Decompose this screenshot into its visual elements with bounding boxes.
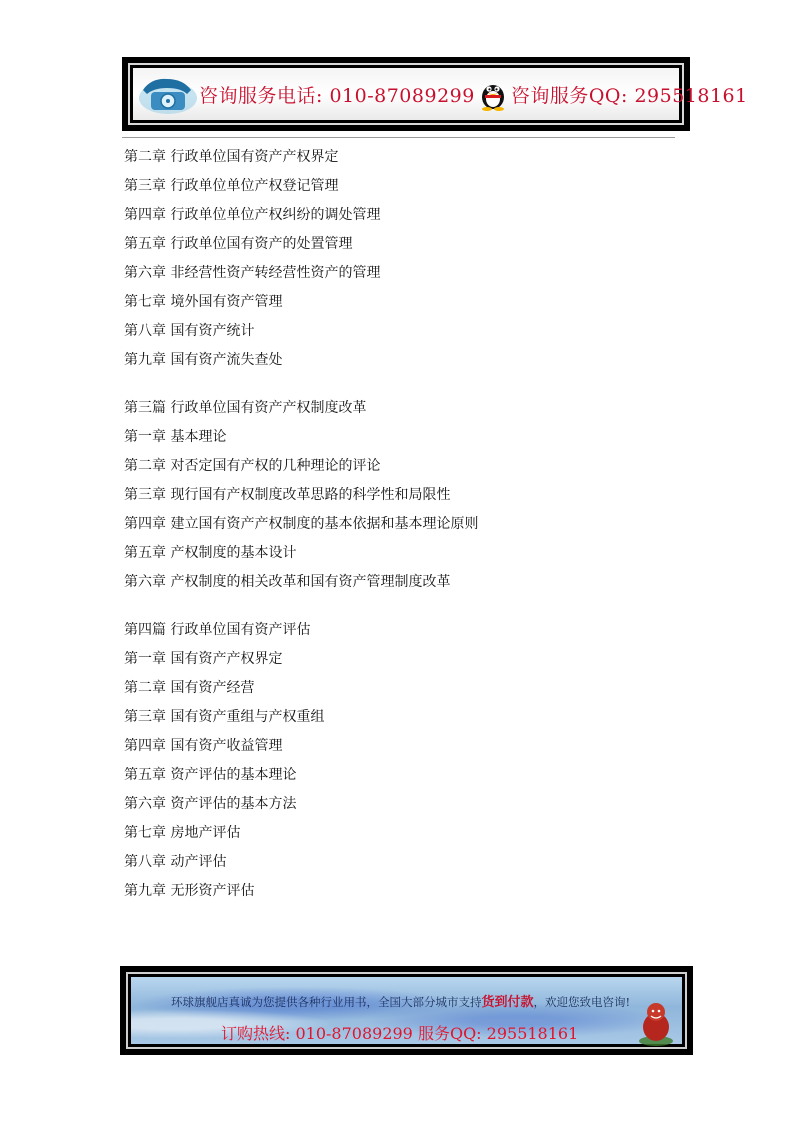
toc-entry: 第五章 资产评估的基本理论: [124, 767, 297, 783]
toc-entry: 第七章 房地产评估: [124, 825, 241, 841]
toc-entry: 第五章 行政单位国有资产的处置管理: [124, 236, 353, 252]
toc-entry: 第三篇 行政单位国有资产产权制度改革: [124, 400, 367, 416]
toc-entry: 第五章 产权制度的基本设计: [124, 545, 297, 561]
footer-frame: [126, 972, 687, 1049]
toc-entry: 第七章 境外国有资产管理: [124, 294, 283, 310]
toc-entry: 第九章 国有资产流失查处: [124, 352, 283, 368]
toc-entry: 第四章 建立国有资产产权制度的基本依据和基本理论原则: [124, 516, 479, 532]
cash-on-delivery-highlight: 货到付款: [481, 995, 534, 1010]
order-hotline: 订购热线: 010-87089299 服务QQ: 295518161: [221, 1024, 579, 1043]
header-strip: [133, 68, 748, 120]
footer-strip: [131, 977, 682, 1044]
header-frame: [128, 63, 748, 125]
contact-qq: 咨询服务QQ: 295518161: [510, 84, 748, 107]
header-banner: [122, 57, 748, 131]
toc-entry: 第九章 无形资产评估: [124, 883, 255, 899]
toc-entry: 第二章 行政单位国有资产产权界定: [124, 149, 339, 165]
toc-entry: 第八章 国有资产统计: [124, 323, 255, 339]
toc-entry: 第一章 国有资产产权界定: [124, 651, 283, 667]
footer-banner: [120, 966, 693, 1055]
header-divider: [122, 137, 675, 138]
toc-entry: 第六章 资产评估的基本方法: [124, 796, 297, 812]
contact-phone: 咨询服务电话: 010-87089299: [199, 84, 475, 107]
qq-penguin-icon: [478, 77, 508, 111]
toc-entry: 第二章 国有资产经营: [124, 680, 255, 696]
toc-entry: 第三章 国有资产重组与产权重组: [124, 709, 325, 725]
toc-entry: 第六章 非经营性资产转经营性资产的管理: [124, 265, 381, 281]
footer-promo-text: [171, 991, 630, 1010]
mascot-figure-icon: [636, 999, 676, 1047]
toc-entry: 第八章 动产评估: [124, 854, 227, 870]
footer-promo-suffix: ，欢迎您致电咨询!: [533, 995, 631, 1009]
toc-entry: 第一章 基本理论: [124, 429, 227, 445]
toc-entry: 第三章 行政单位单位产权登记管理: [124, 178, 339, 194]
toc-entry: 第四章 行政单位单位产权纠纷的调处管理: [124, 207, 381, 223]
toc-entry: 第四篇 行政单位国有资产评估: [124, 622, 311, 638]
telephone-icon: [137, 72, 199, 116]
toc-entry: 第四章 国有资产收益管理: [124, 738, 283, 754]
footer-promo-prefix: 环球旗舰店真诚为您提供各种行业用书，全国大部分城市支持: [171, 995, 482, 1009]
toc-entry: 第三章 现行国有产权制度改革思路的科学性和局限性: [124, 487, 451, 503]
toc-entry: 第六章 产权制度的相关改革和国有资产管理制度改革: [124, 574, 451, 590]
toc-entry: 第二章 对否定国有产权的几种理论的评论: [124, 458, 381, 474]
